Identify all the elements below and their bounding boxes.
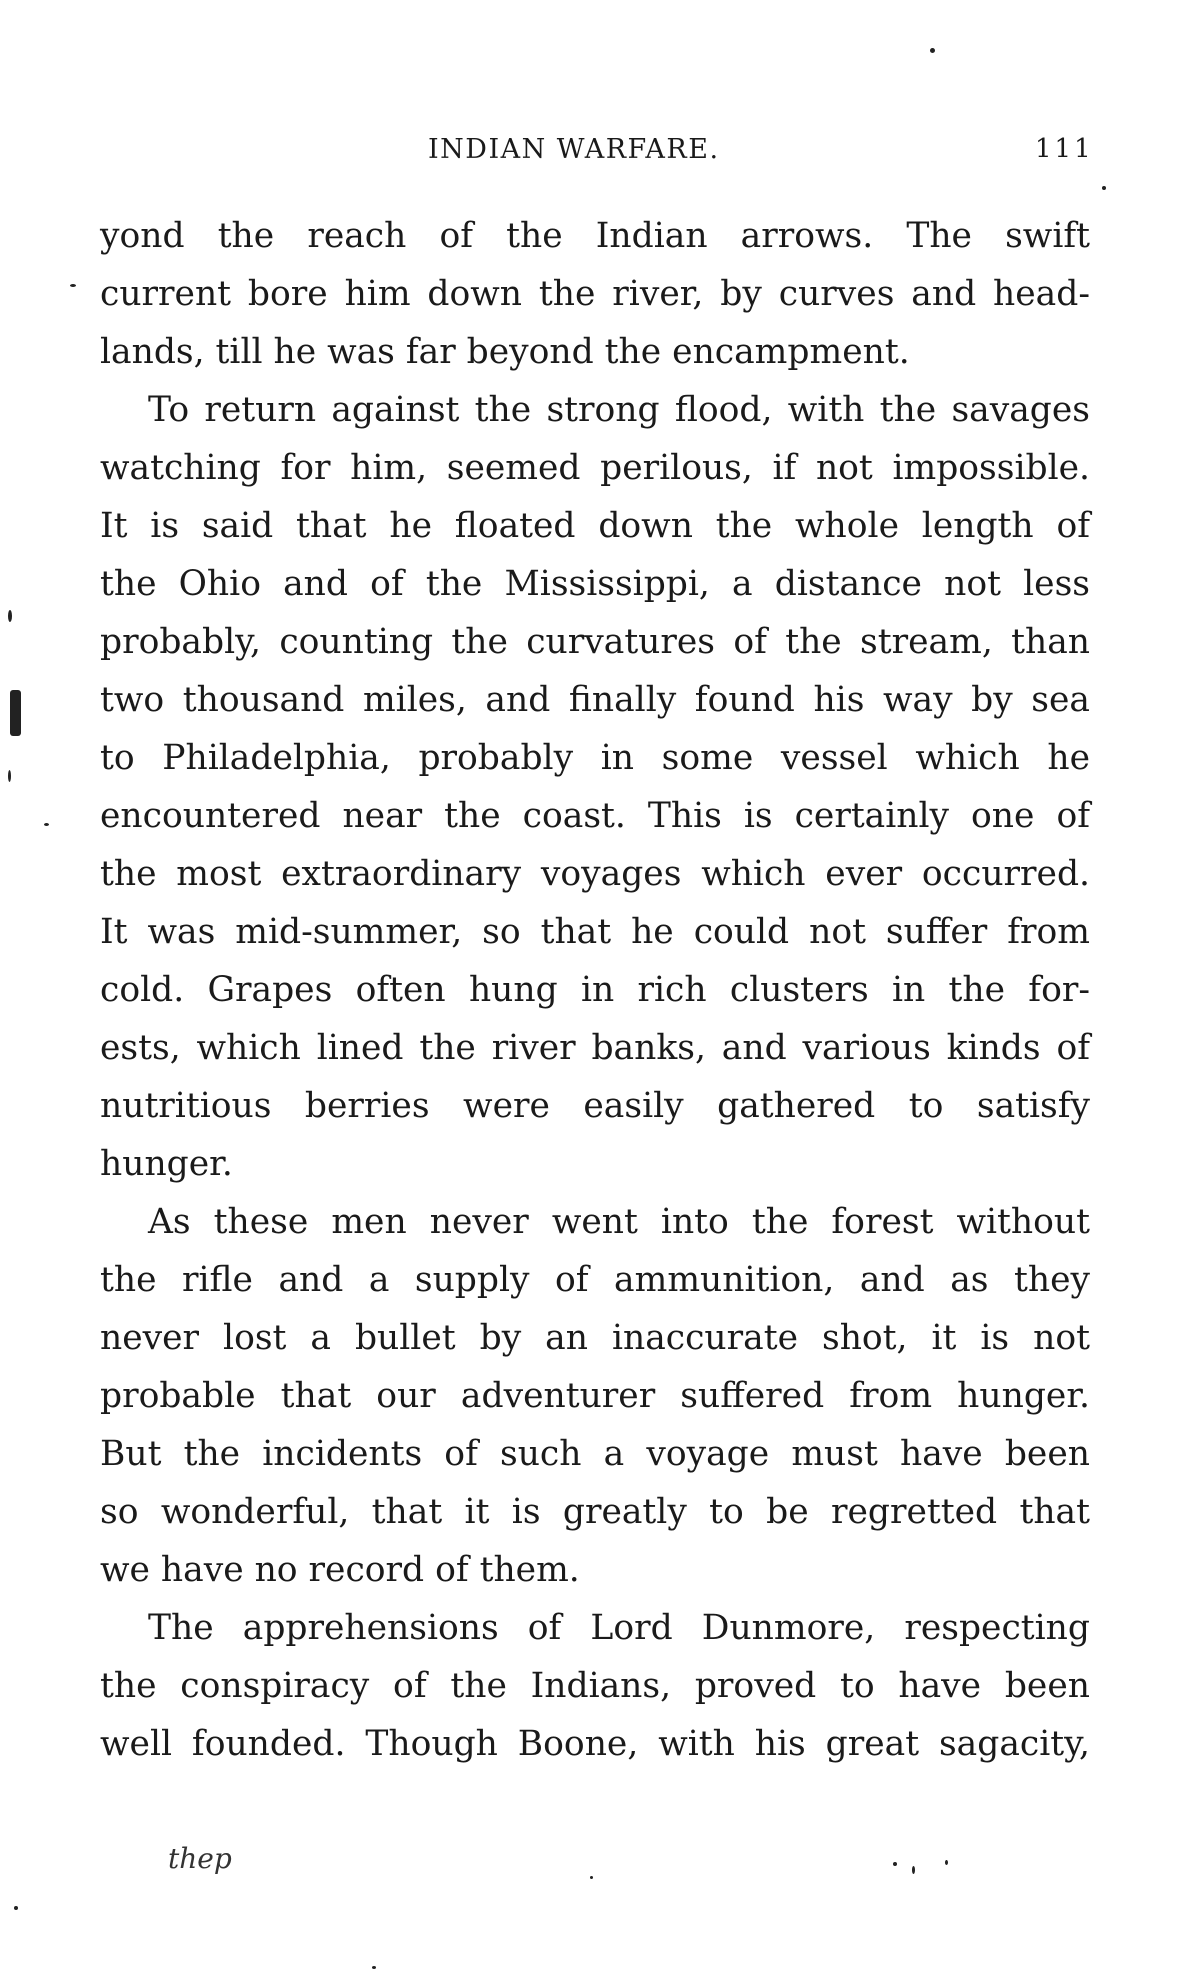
scan-speck [8,770,11,782]
text-line: two thousand miles, and finally found his way by sea [100,680,1090,720]
body-text [100,207,1090,1773]
scan-speck [8,610,12,622]
scan-speck [44,823,49,826]
paragraph [100,1599,1090,1773]
scan-speck [14,1906,18,1910]
text-line: to Philadelphia, probably in some vessel which he [100,738,1090,778]
text-line: never lost a bullet by an inaccurate shot, it is not [100,1318,1090,1358]
text-line: the most extraordinary voyages which ever occurred. [100,854,1090,894]
paragraph [100,381,1090,1193]
signature-mark: thep [168,1842,232,1875]
text-line: But the incidents of such a voyage must have been [100,1434,1090,1474]
page-footer [0,1842,1192,1882]
page-header [0,134,1192,174]
text-line: hunger. [100,1144,233,1184]
paragraph [100,1193,1090,1599]
text-line: probable that our adventurer suffered from hunger. [100,1376,1090,1416]
text-line: well founded. Though Boone, with his great sagacity, [100,1724,1090,1764]
text-line: we have no record of them. [100,1550,580,1590]
text-line: watching for him, seemed perilous, if not impossible. [100,448,1090,488]
text-line: encountered near the coast. This is certainly one of [100,796,1090,836]
scan-speck [930,48,935,53]
text-line: the conspiracy of the Indians, proved to have been [100,1666,1090,1706]
text-line: To return against the strong flood, with the savages [148,390,1090,430]
text-line: yond the reach of the Indian arrows. The swift [100,216,1090,256]
text-line: cold. Grapes often hung in rich clusters in the for- [100,970,1090,1010]
scan-speck [893,1862,897,1866]
running-head: INDIAN WARFARE. [428,134,720,165]
text-line: the rifle and a supply of ammunition, and as they [100,1260,1090,1300]
text-line: so wonderful, that it is greatly to be regretted that [100,1492,1090,1532]
text-line: It was mid-summer, so that he could not suffer from [100,912,1090,952]
text-line: nutritious berries were easily gathered to satisfy [100,1086,1090,1126]
text-line: ests, which lined the river banks, and various kinds of [100,1028,1090,1068]
text-line: current bore him down the river, by curves and head- [100,274,1090,314]
scan-speck [70,284,76,287]
text-line: The apprehensions of Lord Dunmore, respecting [148,1608,1090,1648]
scan-speck [1102,186,1106,190]
scan-speck [912,1866,915,1874]
text-line: As these men never went into the forest without [148,1202,1090,1242]
text-line: It is said that he floated down the whole length of [100,506,1090,546]
text-line: probably, counting the curvatures of the stream, than [100,622,1090,662]
text-line: the Ohio and of the Mississippi, a distance not less [100,564,1090,604]
scan-speck [945,1860,948,1865]
page-number: 111 [1035,134,1094,164]
text-line: lands, till he was far beyond the encampment. [100,332,910,372]
scan-speck [590,1876,593,1879]
paragraph [100,207,1090,381]
scan-speck [372,1966,376,1969]
scan-speck [10,690,21,736]
